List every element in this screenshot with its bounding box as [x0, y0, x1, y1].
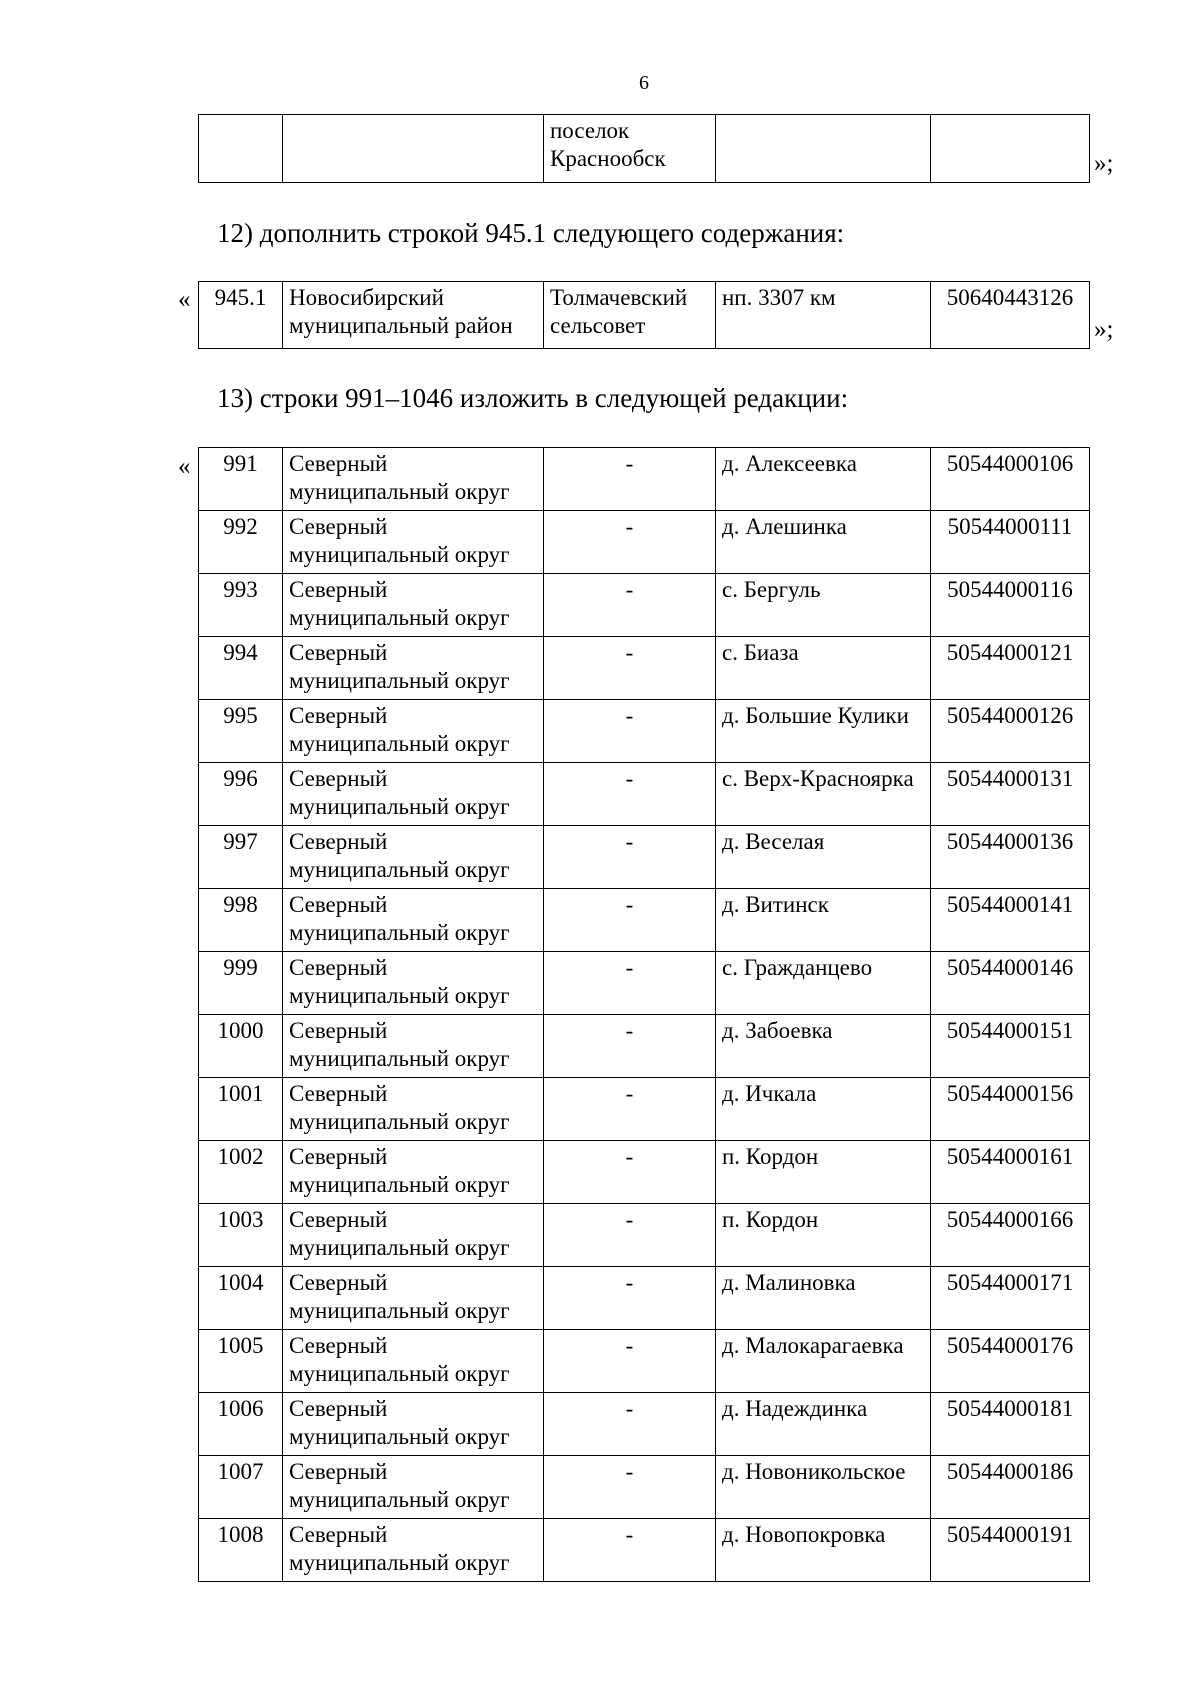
- settlement-cell: -: [544, 826, 716, 889]
- table-row: [199, 1393, 1090, 1456]
- table-row: [199, 448, 1090, 511]
- row-number-cell: 995: [199, 700, 283, 763]
- row-number-cell: 1006: [199, 1393, 283, 1456]
- code-cell: 50544000186: [931, 1456, 1090, 1519]
- municipality-cell: Северный муниципальный округ: [283, 1267, 544, 1330]
- locality-cell: д. Новоникольское: [716, 1456, 931, 1519]
- row-number-cell: 991: [199, 448, 283, 511]
- code-cell: 50544000126: [931, 700, 1090, 763]
- code-cell: 50544000131: [931, 763, 1090, 826]
- row-number-cell: 945.1: [199, 282, 283, 349]
- code-cell: 50544000106: [931, 448, 1090, 511]
- settlement-cell: -: [544, 1141, 716, 1204]
- municipality-cell: Новосибирский муниципальный район: [283, 282, 544, 349]
- table-row: [199, 1456, 1090, 1519]
- municipality-cell: [283, 115, 544, 183]
- locality-cell: д. Забоевка: [716, 1015, 931, 1078]
- locality-cell: д. Надеждинка: [716, 1393, 931, 1456]
- locality-cell: нп. 3307 км: [716, 282, 931, 349]
- row-number-cell: 996: [199, 763, 283, 826]
- amendment-item-12: 12) дополнить строкой 945.1 следующего содержания:: [217, 218, 845, 248]
- row-number-cell: 994: [199, 637, 283, 700]
- settlement-cell: -: [544, 763, 716, 826]
- row-number-cell: 998: [199, 889, 283, 952]
- table-row: [199, 115, 1090, 183]
- municipality-cell: Северный муниципальный округ: [283, 1078, 544, 1141]
- settlement-cell: -: [544, 574, 716, 637]
- closing-quote: »;: [1094, 150, 1114, 177]
- row-number-cell: 1008: [199, 1519, 283, 1582]
- code-cell: 50544000136: [931, 826, 1090, 889]
- code-cell: 50544000156: [931, 1078, 1090, 1141]
- locality-cell: д. Малиновка: [716, 1267, 931, 1330]
- table-row: [199, 1267, 1090, 1330]
- settlement-cell: -: [544, 1015, 716, 1078]
- opening-quote: «: [178, 453, 191, 480]
- row-number-cell: 1003: [199, 1204, 283, 1267]
- code-cell: 50544000176: [931, 1330, 1090, 1393]
- municipality-cell: Северный муниципальный округ: [283, 574, 544, 637]
- settlement-cell: -: [544, 1078, 716, 1141]
- settlement-cell: -: [544, 1330, 716, 1393]
- locality-cell: [716, 115, 931, 183]
- locality-cell: с. Бергуль: [716, 574, 931, 637]
- row-number-cell: 997: [199, 826, 283, 889]
- code-cell: 50544000121: [931, 637, 1090, 700]
- settlement-type-cell: поселок Краснообск: [544, 115, 716, 183]
- localities-table: [198, 447, 1090, 1582]
- municipality-cell: Северный муниципальный округ: [283, 700, 544, 763]
- locality-cell: д. Витинск: [716, 889, 931, 952]
- municipality-cell: Северный муниципальный округ: [283, 1141, 544, 1204]
- locality-cell: д. Малокарагаевка: [716, 1330, 931, 1393]
- code-cell: 50544000161: [931, 1141, 1090, 1204]
- table-row: [199, 952, 1090, 1015]
- code-cell: 50544000141: [931, 889, 1090, 952]
- row-number-cell: 1001: [199, 1078, 283, 1141]
- municipality-cell: Северный муниципальный округ: [283, 1015, 544, 1078]
- code-cell: 50544000171: [931, 1267, 1090, 1330]
- continued-table: [198, 114, 1090, 183]
- row-number-cell: 1000: [199, 1015, 283, 1078]
- table-row: [199, 511, 1090, 574]
- table-row: [199, 637, 1090, 700]
- code-cell: 50640443126: [931, 282, 1090, 349]
- settlement-cell: -: [544, 1204, 716, 1267]
- settlement-cell: -: [544, 700, 716, 763]
- closing-quote: »;: [1094, 316, 1114, 343]
- code-cell: 50544000151: [931, 1015, 1090, 1078]
- settlement-cell: -: [544, 511, 716, 574]
- table-row: [199, 574, 1090, 637]
- locality-cell: п. Кордон: [716, 1204, 931, 1267]
- municipality-cell: Северный муниципальный округ: [283, 952, 544, 1015]
- row-number-cell: 1007: [199, 1456, 283, 1519]
- settlement-cell: -: [544, 1393, 716, 1456]
- settlement-cell: -: [544, 1519, 716, 1582]
- settlement-cell: -: [544, 952, 716, 1015]
- table-row: [199, 700, 1090, 763]
- row-number-cell: 1002: [199, 1141, 283, 1204]
- table-row: [199, 1078, 1090, 1141]
- settlement-cell: -: [544, 889, 716, 952]
- municipality-cell: Северный муниципальный округ: [283, 889, 544, 952]
- table-row: [199, 1519, 1090, 1582]
- municipality-cell: Северный муниципальный округ: [283, 511, 544, 574]
- municipality-cell: Северный муниципальный округ: [283, 1456, 544, 1519]
- locality-cell: д. Новопокровка: [716, 1519, 931, 1582]
- table-row: [199, 282, 1090, 349]
- locality-cell: д. Веселая: [716, 826, 931, 889]
- table-row: [199, 889, 1090, 952]
- code-cell: [931, 115, 1090, 183]
- code-cell: 50544000116: [931, 574, 1090, 637]
- locality-cell: с. Биаза: [716, 637, 931, 700]
- code-cell: 50544000111: [931, 511, 1090, 574]
- table-row: [199, 826, 1090, 889]
- row-number-cell: [199, 115, 283, 183]
- row-number-cell: 992: [199, 511, 283, 574]
- row-number-cell: 999: [199, 952, 283, 1015]
- row-number-cell: 1005: [199, 1330, 283, 1393]
- page-number: 6: [639, 72, 649, 94]
- table-row: [199, 763, 1090, 826]
- settlement-cell: -: [544, 448, 716, 511]
- code-cell: 50544000181: [931, 1393, 1090, 1456]
- locality-cell: д. Ичкала: [716, 1078, 931, 1141]
- municipality-cell: Северный муниципальный округ: [283, 637, 544, 700]
- settlement-cell: Толмачевский сельсовет: [544, 282, 716, 349]
- municipality-cell: Северный муниципальный округ: [283, 1393, 544, 1456]
- code-cell: 50544000191: [931, 1519, 1090, 1582]
- locality-cell: д. Алешинка: [716, 511, 931, 574]
- settlement-cell: -: [544, 1267, 716, 1330]
- row-number-cell: 1004: [199, 1267, 283, 1330]
- table-row: [199, 1141, 1090, 1204]
- code-cell: 50544000166: [931, 1204, 1090, 1267]
- locality-cell: с. Гражданцево: [716, 952, 931, 1015]
- municipality-cell: Северный муниципальный округ: [283, 763, 544, 826]
- code-cell: 50544000146: [931, 952, 1090, 1015]
- settlement-cell: -: [544, 1456, 716, 1519]
- row-number-cell: 993: [199, 574, 283, 637]
- table-row: [199, 1204, 1090, 1267]
- municipality-cell: Северный муниципальный округ: [283, 1519, 544, 1582]
- table-row: [199, 1330, 1090, 1393]
- amendment-item-13: 13) строки 991–1046 изложить в следующей редакции:: [217, 383, 849, 413]
- municipality-cell: Северный муниципальный округ: [283, 1204, 544, 1267]
- municipality-cell: Северный муниципальный округ: [283, 826, 544, 889]
- table-row: [199, 1015, 1090, 1078]
- locality-cell: д. Алексеевка: [716, 448, 931, 511]
- new-row-table: [198, 281, 1090, 349]
- municipality-cell: Северный муниципальный округ: [283, 448, 544, 511]
- opening-quote: «: [178, 286, 191, 313]
- locality-cell: д. Большие Кулики: [716, 700, 931, 763]
- municipality-cell: Северный муниципальный округ: [283, 1330, 544, 1393]
- locality-cell: с. Верх-Красноярка: [716, 763, 931, 826]
- settlement-cell: -: [544, 637, 716, 700]
- locality-cell: п. Кордон: [716, 1141, 931, 1204]
